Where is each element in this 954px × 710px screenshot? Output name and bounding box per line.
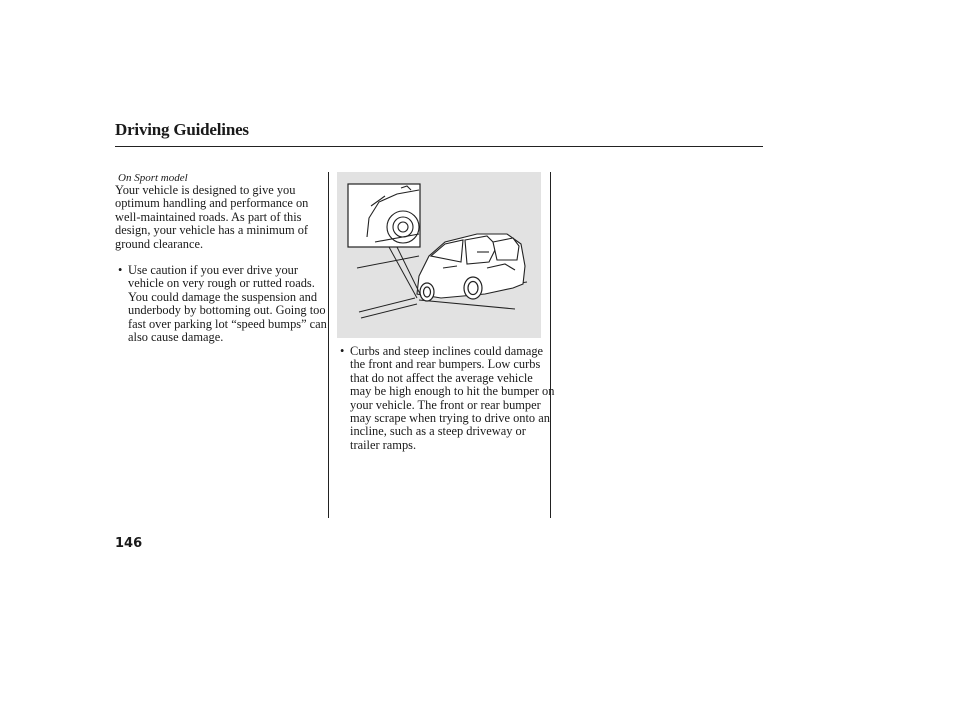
callout-leader-1 [389, 247, 417, 298]
curb-line [419, 300, 515, 309]
bullet-dot: • [118, 263, 123, 277]
page-title: Driving Guidelines [115, 120, 249, 139]
road-line-far [357, 256, 419, 268]
bullet-rough-roads-text: Use caution if you ever drive your vehicle on very rough or rutted roads. You could damage the suspension and underbody by bottoming out. Going too fast over parking lot “speed bumps” can also cause damage. [128, 263, 327, 345]
car-curb-illustration [337, 172, 541, 338]
callout-leader-2 [397, 247, 421, 296]
title-rule [115, 146, 763, 147]
car-curb-drawing [337, 172, 541, 338]
intro-paragraph: Your vehicle is designed to give you optimum handling and performance on well-maintained roads. As part of this design, your vehicle has a minimum of ground clearance. [115, 183, 309, 251]
column-divider-left [328, 172, 329, 518]
bullet-rough-roads [115, 264, 331, 344]
road-line-near-2 [361, 304, 417, 318]
bullet-dot: • [340, 344, 345, 358]
road-line-near [359, 298, 415, 312]
page-number: 146 [115, 536, 143, 551]
bullet-curbs-inclines [337, 345, 556, 452]
bullet-curbs-inclines-text: Curbs and steep inclines could damage the front and rear bumpers. Low curbs that do not affect the average vehicle may be high enough to hit the bumper on your vehicle. The front or rear bumper may scrape when trying to drive onto an incline, such as a steep driveway or trailer ramps. [350, 344, 555, 452]
model-caption: On Sport model [118, 172, 188, 184]
